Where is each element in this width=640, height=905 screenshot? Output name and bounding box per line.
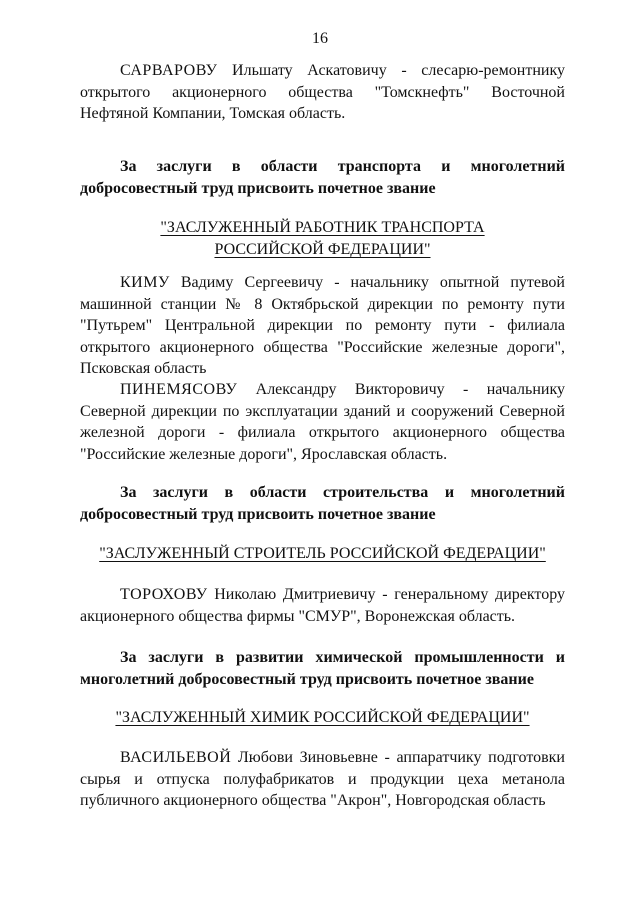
honorary-title-transport <box>80 217 565 261</box>
section-heading-construction: За заслуги в области строительства и многолетний добросовестный труд присвоить почетное звание <box>80 484 565 523</box>
recipient-surname: САРВАРОВУ <box>120 62 218 79</box>
recipient-surname: ВАСИЛЬЕВОЙ <box>120 749 232 766</box>
recipient-details: Любови Зиновьевне - аппаратчику подготовки сырья и отпуска полуфабрикатов и продукции цеха метанола публичного акционерного общества "Акрон", Новгородская область <box>80 749 565 809</box>
recipient-details: Вадиму Сергеевичу - начальнику опытной путевой машинной станции № 8 Октябрьской дирекции по ремонту пути "Путьрем" Центральной дирекции по ремонту пути - филиала открытого акционерного общества "Российские железные дороги", Псковская область <box>80 274 565 377</box>
recipient-details: Александру Викторовичу - начальнику Северной дирекции по эксплуатации зданий и сооружений Северной железной дороги - филиала открытого акционерного общества "Российские железные дороги", Ярославская область. <box>80 381 565 463</box>
recipient-surname: КИМУ <box>120 274 170 291</box>
title-line: "ЗАСЛУЖЕННЫЙ РАБОТНИК ТРАНСПОРТА <box>160 219 485 236</box>
honorary-title-construction <box>80 543 565 565</box>
section-heading-chemistry: За заслуги в развитии химической промышленности и многолетний добросовестный труд присвоить почетное звание <box>80 649 565 688</box>
page-number: 16 <box>312 30 328 47</box>
title-line: РОССИЙСКОЙ ФЕДЕРАЦИИ" <box>214 241 431 258</box>
recipient-surname: ТОРОХОВУ <box>120 586 208 603</box>
recipient-surname: ПИНЕМЯСОВУ <box>120 381 238 398</box>
recipient-details: Ильшату Аскатовичу - слесарю-ремонтнику открытого акционерного общества "Томскнефть" Восточной Нефтяной Компании, Томская область. <box>80 62 565 122</box>
award-recipient-torokhov <box>80 584 565 627</box>
award-recipient-kim <box>80 272 565 380</box>
award-recipient-pinemyasov <box>80 379 565 465</box>
section-heading-transport: За заслуги в области транспорта и многолетний добросовестный труд присвоить почетное звание <box>80 158 565 197</box>
title-line: "ЗАСЛУЖЕННЫЙ СТРОИТЕЛЬ РОССИЙСКОЙ ФЕДЕРАЦИИ" <box>99 545 546 562</box>
honorary-title-chemistry <box>80 707 565 729</box>
award-recipient-sarvarov <box>80 60 565 125</box>
title-line: "ЗАСЛУЖЕННЫЙ ХИМИК РОССИЙСКОЙ ФЕДЕРАЦИИ" <box>115 709 530 726</box>
award-recipient-vasilyeva <box>80 747 565 812</box>
recipient-details: Николаю Дмитриевичу - генеральному директору акционерного общества фирмы "СМУР", Воронежская область. <box>80 586 565 625</box>
